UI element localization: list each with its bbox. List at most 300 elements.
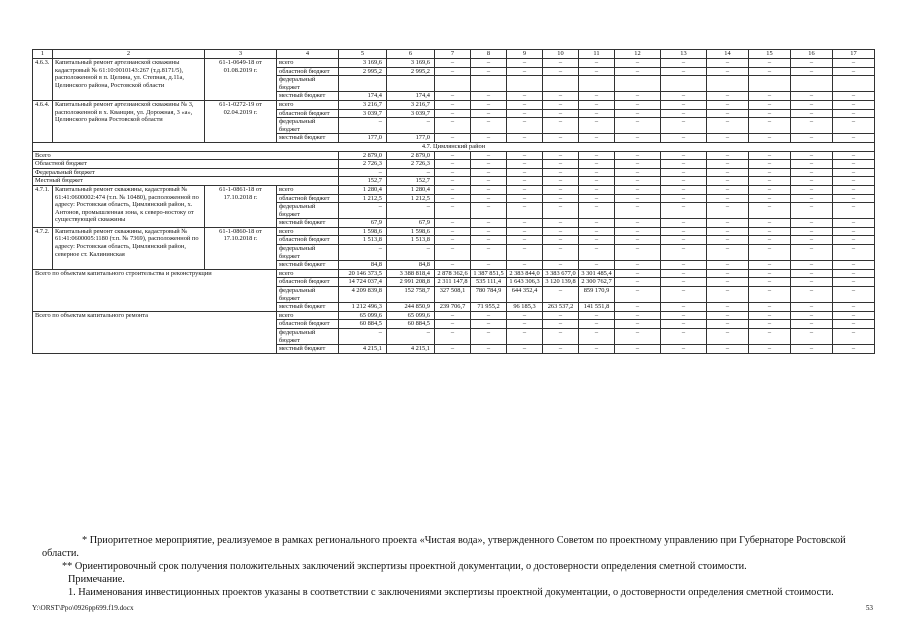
value-total: 20 146 373,5: [339, 269, 387, 278]
budget-source: федеральный бюджет: [277, 329, 339, 345]
section-title: 4.7. Цимлянский район: [33, 142, 875, 151]
value-cell: –: [749, 278, 791, 287]
value-cell: –: [471, 219, 507, 228]
value-cell: –: [543, 134, 579, 143]
value-cell: –: [661, 320, 707, 329]
value-cell: –: [749, 329, 791, 345]
value-year: 244 850,9: [387, 303, 435, 312]
value-cell: –: [579, 67, 615, 76]
value-cell: –: [543, 329, 579, 345]
value-cell: –: [749, 287, 791, 303]
table-header-row: [33, 50, 875, 59]
value-cell: –: [435, 320, 471, 329]
budget-source: всего: [277, 185, 339, 194]
value-cell: –: [749, 67, 791, 76]
value-cell: –: [579, 168, 615, 177]
value-cell: –: [833, 92, 875, 101]
value-year: 3 169,6: [387, 59, 435, 68]
value-cell: –: [791, 59, 833, 68]
value-cell: –: [507, 227, 543, 236]
value-total: 152,7: [339, 177, 387, 186]
value-cell: 3 120 139,8: [543, 278, 579, 287]
value-cell: –: [661, 185, 707, 194]
value-cell: –: [791, 303, 833, 312]
expertise-conclusion: 61-1-0649-18 от 01.08.2019 г.: [205, 59, 277, 101]
item-number: 4.6.4.: [33, 100, 53, 142]
table-row: [33, 177, 875, 186]
value-year: 3 216,7: [387, 100, 435, 109]
value-cell: –: [749, 177, 791, 186]
value-cell: –: [661, 269, 707, 278]
value-year: –: [387, 203, 435, 219]
budget-source: областной бюджет: [277, 278, 339, 287]
value-cell: –: [615, 59, 661, 68]
note-priority: * Приоритетное мероприятие, реализуемое в рамках регионального проекта «Чистая вода», утвержденного Советом по проектному управлению при Губернаторе Ростовской области.: [42, 535, 846, 559]
value-cell: –: [791, 287, 833, 303]
value-cell: –: [471, 168, 507, 177]
value-cell: –: [707, 177, 749, 186]
value-total: 2 995,2: [339, 67, 387, 76]
value-cell: –: [435, 151, 471, 160]
value-year: 3 039,7: [387, 109, 435, 118]
item-number: 4.7.1.: [33, 185, 53, 227]
value-cell: –: [791, 177, 833, 186]
value-cell: –: [833, 245, 875, 261]
value-cell: –: [749, 118, 791, 134]
value-cell: –: [615, 245, 661, 261]
value-cell: –: [615, 236, 661, 245]
value-total: 14 724 037,4: [339, 278, 387, 287]
value-year: –: [387, 245, 435, 261]
value-cell: 1 387 851,5: [471, 269, 507, 278]
value-cell: –: [791, 329, 833, 345]
value-cell: –: [471, 311, 507, 320]
budget-source: областной бюджет: [277, 109, 339, 118]
value-year: 84,8: [387, 261, 435, 270]
value-total: 174,4: [339, 92, 387, 101]
value-cell: [615, 76, 661, 92]
value-cell: –: [833, 151, 875, 160]
column-number: 9: [507, 50, 543, 59]
value-cell: –: [707, 67, 749, 76]
value-cell: –: [543, 345, 579, 354]
note-expertise-deadline: ** Ориентировочный срок получения положительных заключений экспертизы проектной документации, о достоверности определения сметной стоимости.: [62, 561, 747, 572]
value-cell: 859 170,9: [579, 287, 615, 303]
budget-source: местный бюджет: [277, 261, 339, 270]
column-number: 16: [791, 50, 833, 59]
value-cell: –: [833, 303, 875, 312]
table-row: [33, 160, 875, 169]
value-cell: –: [833, 168, 875, 177]
value-cell: –: [579, 92, 615, 101]
value-cell: –: [507, 92, 543, 101]
value-total: 4 209 839,8: [339, 287, 387, 303]
value-cell: –: [707, 194, 749, 203]
value-cell: –: [471, 245, 507, 261]
value-cell: –: [507, 160, 543, 169]
value-cell: –: [543, 168, 579, 177]
budget-source: федеральный бюджет: [277, 287, 339, 303]
value-cell: –: [615, 287, 661, 303]
value-cell: –: [579, 118, 615, 134]
value-year: 4 215,1: [387, 345, 435, 354]
column-number: 13: [661, 50, 707, 59]
value-cell: –: [749, 303, 791, 312]
value-cell: [543, 76, 579, 92]
value-cell: –: [707, 109, 749, 118]
value-total: 1 598,6: [339, 227, 387, 236]
value-cell: –: [543, 245, 579, 261]
value-cell: 239 706,7: [435, 303, 471, 312]
value-cell: –: [507, 261, 543, 270]
value-year: 177,0: [387, 134, 435, 143]
value-total: 1 513,8: [339, 236, 387, 245]
value-cell: –: [579, 100, 615, 109]
value-cell: –: [471, 109, 507, 118]
value-cell: –: [471, 151, 507, 160]
budget-source: федеральный бюджет: [277, 118, 339, 134]
budget-source: федеральный бюджет: [277, 203, 339, 219]
value-year: 2 991 208,8: [387, 278, 435, 287]
budget-source: всего: [277, 227, 339, 236]
value-cell: 2 311 147,8: [435, 278, 471, 287]
value-cell: 1 643 306,3: [507, 278, 543, 287]
value-cell: –: [661, 303, 707, 312]
value-cell: –: [707, 92, 749, 101]
value-total: 84,8: [339, 261, 387, 270]
value-cell: –: [615, 100, 661, 109]
value-cell: –: [435, 67, 471, 76]
value-cell: –: [707, 261, 749, 270]
value-cell: –: [507, 236, 543, 245]
column-number: 6: [387, 50, 435, 59]
value-cell: –: [833, 185, 875, 194]
value-cell: –: [661, 219, 707, 228]
value-total: 177,0: [339, 134, 387, 143]
value-total: 3 216,7: [339, 100, 387, 109]
value-cell: –: [707, 320, 749, 329]
budget-source: местный бюджет: [277, 345, 339, 354]
value-cell: –: [833, 160, 875, 169]
value-cell: –: [707, 227, 749, 236]
section-row: [33, 142, 875, 151]
item-number: 4.7.2.: [33, 227, 53, 269]
value-cell: –: [833, 278, 875, 287]
value-cell: –: [661, 261, 707, 270]
value-cell: –: [749, 203, 791, 219]
value-total: 1 280,4: [339, 185, 387, 194]
value-cell: –: [661, 109, 707, 118]
value-year: 152,7: [387, 177, 435, 186]
total-label: Местный бюджет: [33, 177, 339, 186]
note-heading: Примечание.: [68, 574, 125, 585]
value-cell: –: [833, 203, 875, 219]
column-number: 17: [833, 50, 875, 59]
value-cell: –: [707, 269, 749, 278]
value-cell: –: [661, 278, 707, 287]
value-cell: –: [707, 236, 749, 245]
value-cell: –: [507, 59, 543, 68]
value-cell: –: [471, 67, 507, 76]
value-cell: [471, 76, 507, 92]
value-cell: –: [791, 118, 833, 134]
table-row: [33, 311, 875, 320]
value-cell: –: [579, 345, 615, 354]
value-cell: –: [543, 67, 579, 76]
value-cell: –: [543, 194, 579, 203]
value-cell: –: [707, 59, 749, 68]
value-cell: –: [749, 245, 791, 261]
value-cell: –: [791, 227, 833, 236]
value-cell: –: [615, 320, 661, 329]
value-cell: –: [471, 92, 507, 101]
value-cell: –: [749, 109, 791, 118]
value-cell: –: [615, 261, 661, 270]
value-cell: –: [791, 168, 833, 177]
value-cell: –: [791, 311, 833, 320]
value-cell: –: [707, 219, 749, 228]
value-cell: 71 955,2: [471, 303, 507, 312]
value-total: 2 726,3: [339, 160, 387, 169]
value-cell: –: [833, 177, 875, 186]
value-year: 1 280,4: [387, 185, 435, 194]
page-number: 53: [865, 604, 873, 612]
value-cell: –: [833, 269, 875, 278]
budget-source: всего: [277, 311, 339, 320]
value-cell: –: [543, 185, 579, 194]
value-cell: –: [507, 118, 543, 134]
value-cell: –: [435, 227, 471, 236]
table-row: [33, 168, 875, 177]
column-number: 7: [435, 50, 471, 59]
value-cell: –: [791, 278, 833, 287]
value-cell: –: [833, 311, 875, 320]
value-cell: –: [435, 311, 471, 320]
value-cell: –: [579, 219, 615, 228]
total-label: Областной бюджет: [33, 160, 339, 169]
value-cell: [661, 76, 707, 92]
value-year: 67,9: [387, 219, 435, 228]
value-total: 4 215,1: [339, 345, 387, 354]
value-total: –: [339, 118, 387, 134]
budget-source: местный бюджет: [277, 303, 339, 312]
column-number: 3: [205, 50, 277, 59]
value-cell: –: [833, 219, 875, 228]
value-total: 1 212,5: [339, 194, 387, 203]
value-cell: –: [471, 203, 507, 219]
value-total: [339, 76, 387, 92]
value-cell: –: [615, 151, 661, 160]
value-total: 60 884,5: [339, 320, 387, 329]
value-cell: –: [543, 203, 579, 219]
value-cell: –: [471, 236, 507, 245]
value-cell: –: [507, 245, 543, 261]
value-cell: –: [833, 320, 875, 329]
value-cell: –: [749, 227, 791, 236]
column-number: 11: [579, 50, 615, 59]
value-cell: –: [661, 329, 707, 345]
value-cell: [749, 76, 791, 92]
value-cell: 3 301 485,4: [579, 269, 615, 278]
value-cell: –: [615, 160, 661, 169]
value-cell: –: [435, 185, 471, 194]
value-cell: –: [661, 194, 707, 203]
value-cell: –: [615, 177, 661, 186]
value-cell: –: [579, 134, 615, 143]
value-cell: –: [435, 345, 471, 354]
value-cell: –: [749, 134, 791, 143]
value-cell: –: [791, 67, 833, 76]
total-label: Федеральный бюджет: [33, 168, 339, 177]
value-cell: –: [707, 245, 749, 261]
value-cell: –: [543, 177, 579, 186]
value-cell: –: [661, 203, 707, 219]
value-cell: –: [471, 185, 507, 194]
value-total: 3 169,6: [339, 59, 387, 68]
value-cell: –: [661, 160, 707, 169]
value-cell: –: [615, 118, 661, 134]
value-cell: –: [791, 236, 833, 245]
value-cell: –: [543, 100, 579, 109]
value-cell: [833, 76, 875, 92]
column-number: 15: [749, 50, 791, 59]
value-cell: –: [507, 177, 543, 186]
value-cell: –: [435, 109, 471, 118]
value-cell: –: [833, 194, 875, 203]
value-cell: –: [833, 329, 875, 345]
investment-table: [32, 49, 875, 354]
value-cell: –: [435, 245, 471, 261]
value-cell: –: [749, 59, 791, 68]
value-cell: –: [543, 151, 579, 160]
value-cell: –: [791, 185, 833, 194]
value-cell: –: [615, 134, 661, 143]
value-cell: –: [749, 345, 791, 354]
value-cell: –: [543, 92, 579, 101]
item-name: Капитальный ремонт артезианской скважины № 3, расположенной в х. Кванцин, ул. Дорожная, 3 «а», Целинского района Ростовской области: [53, 100, 205, 142]
item-name: Капитальный ремонт артезианской скважины кадастровый № 61:10:0010143:267 (т.д.8171/5), расположенной в п. Целина, ул. Степная, д.11а, Целинского района, Ростовской области: [53, 59, 205, 101]
value-cell: –: [791, 100, 833, 109]
value-cell: –: [435, 329, 471, 345]
value-cell: –: [661, 134, 707, 143]
value-cell: [707, 76, 749, 92]
value-cell: 96 185,3: [507, 303, 543, 312]
budget-source: всего: [277, 100, 339, 109]
value-cell: –: [507, 109, 543, 118]
value-cell: 2 300 762,7: [579, 278, 615, 287]
value-cell: –: [471, 345, 507, 354]
value-cell: 644 352,4: [507, 287, 543, 303]
value-cell: –: [661, 287, 707, 303]
value-cell: –: [749, 160, 791, 169]
value-cell: [507, 76, 543, 92]
budget-source: федеральный бюджет: [277, 245, 339, 261]
value-cell: –: [435, 261, 471, 270]
value-cell: –: [791, 320, 833, 329]
value-cell: –: [543, 109, 579, 118]
value-cell: –: [435, 168, 471, 177]
value-cell: –: [507, 134, 543, 143]
expertise-conclusion: 61-1-0861-18 от 17.10.2018 г.: [205, 185, 277, 227]
item-name: Капитальный ремонт скважины, кадастровый № 61:41:0600002:474 (т.п. № 10480), расположенной по адресу: Ростовская область, Цимлянский район, х. Антонов, промышленная зона, к северо-востоку от существующей скважины: [53, 185, 205, 227]
value-cell: –: [579, 194, 615, 203]
column-number: 14: [707, 50, 749, 59]
value-cell: –: [791, 269, 833, 278]
value-cell: –: [471, 194, 507, 203]
value-cell: –: [471, 329, 507, 345]
value-cell: –: [707, 287, 749, 303]
value-total: 2 879,0: [339, 151, 387, 160]
value-cell: –: [707, 160, 749, 169]
value-total: –: [339, 245, 387, 261]
value-cell: [579, 76, 615, 92]
expertise-conclusion: 61-1-0272-19 от 02.04.2019 г.: [205, 100, 277, 142]
value-cell: –: [791, 151, 833, 160]
budget-source: всего: [277, 59, 339, 68]
value-cell: –: [471, 118, 507, 134]
value-cell: –: [615, 92, 661, 101]
value-cell: –: [579, 245, 615, 261]
value-cell: –: [507, 100, 543, 109]
value-cell: –: [471, 100, 507, 109]
value-cell: –: [749, 151, 791, 160]
budget-source: областной бюджет: [277, 236, 339, 245]
value-cell: –: [661, 92, 707, 101]
budget-source: областной бюджет: [277, 320, 339, 329]
value-cell: –: [749, 100, 791, 109]
value-cell: –: [707, 151, 749, 160]
value-cell: –: [435, 236, 471, 245]
value-cell: –: [791, 261, 833, 270]
value-cell: –: [507, 151, 543, 160]
value-cell: –: [833, 236, 875, 245]
value-cell: –: [507, 194, 543, 203]
value-cell: –: [435, 160, 471, 169]
value-cell: –: [543, 118, 579, 134]
column-number: 4: [277, 50, 339, 59]
value-cell: –: [707, 278, 749, 287]
value-cell: –: [661, 177, 707, 186]
value-cell: –: [435, 194, 471, 203]
value-cell: –: [435, 219, 471, 228]
value-cell: –: [661, 118, 707, 134]
value-cell: –: [791, 194, 833, 203]
value-cell: –: [615, 303, 661, 312]
value-cell: –: [661, 168, 707, 177]
value-cell: –: [507, 345, 543, 354]
value-cell: –: [661, 100, 707, 109]
expertise-conclusion: 61-1-0860-18 от 17.10.2018 г.: [205, 227, 277, 269]
value-cell: –: [579, 320, 615, 329]
table-row: [33, 151, 875, 160]
value-cell: –: [615, 67, 661, 76]
budget-source: местный бюджет: [277, 219, 339, 228]
value-cell: –: [435, 177, 471, 186]
value-cell: –: [749, 194, 791, 203]
value-cell: –: [749, 311, 791, 320]
value-cell: –: [435, 134, 471, 143]
value-cell: –: [435, 118, 471, 134]
value-cell: –: [791, 134, 833, 143]
value-cell: –: [543, 59, 579, 68]
value-cell: –: [833, 59, 875, 68]
value-total: 3 039,7: [339, 109, 387, 118]
value-cell: –: [543, 320, 579, 329]
value-cell: –: [615, 203, 661, 219]
value-cell: 263 537,2: [543, 303, 579, 312]
value-cell: –: [615, 109, 661, 118]
value-cell: 780 784,9: [471, 287, 507, 303]
